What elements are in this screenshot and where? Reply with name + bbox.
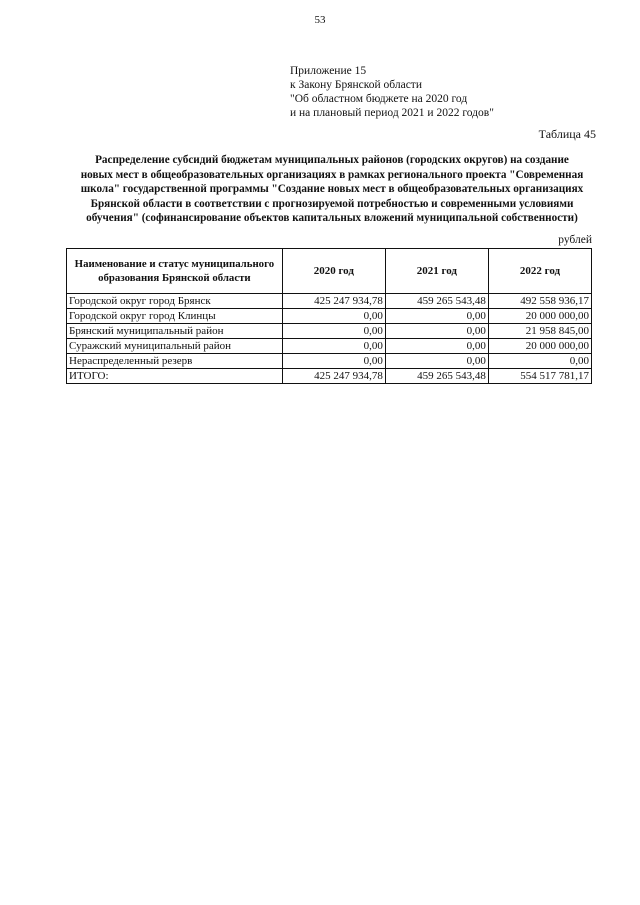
- cell-2020: 0,00: [282, 324, 385, 339]
- header-row: [67, 249, 592, 294]
- subsidies-table: [66, 248, 592, 384]
- cell-2021: 0,00: [385, 339, 488, 354]
- cell-name: Нераспределенный резерв: [67, 354, 283, 369]
- header-2020: 2020 год: [282, 249, 385, 294]
- table-number: Таблица 45: [538, 127, 596, 141]
- header-2022: 2022 год: [488, 249, 591, 294]
- cell-2021: 459 265 543,48: [385, 369, 488, 384]
- appendix-line: Приложение 15: [290, 65, 367, 77]
- cell-2020: 0,00: [282, 354, 385, 369]
- table-row: [67, 324, 592, 339]
- cell-2022: 21 958 845,00: [488, 324, 591, 339]
- cell-2020: 0,00: [282, 309, 385, 324]
- appendix-line: "Об областном бюджете на 2020 год: [290, 93, 468, 105]
- appendix-line: к Закону Брянской области: [290, 79, 422, 91]
- table-row: [67, 294, 592, 309]
- units-label: рублей: [558, 234, 592, 246]
- cell-2022: 554 517 781,17: [488, 369, 591, 384]
- table-row: [67, 339, 592, 354]
- table-header: [67, 249, 592, 294]
- heading-line: Брянской области в соответствии с прогнозируемой потребностью и современными условиями: [90, 197, 574, 210]
- cell-2020: 0,00: [282, 339, 385, 354]
- cell-2022: 0,00: [488, 354, 591, 369]
- heading-line: обучения" (софинансирование объектов капитальных вложений муниципальной собственности): [86, 212, 578, 224]
- table-row: [67, 354, 592, 369]
- cell-2021: 0,00: [385, 309, 488, 324]
- cell-name: ИТОГО:: [67, 369, 283, 384]
- cell-name: Городской округ город Брянск: [67, 294, 283, 309]
- appendix-reference: [290, 64, 494, 120]
- cell-2020: 425 247 934,78: [282, 294, 385, 309]
- cell-name: Суражский муниципальный район: [67, 339, 283, 354]
- appendix-line: и на плановый период 2021 и 2022 годов": [290, 107, 494, 119]
- heading-line: новых мест в общеобразовательных организациях в рамках регионального проекта "Современная: [80, 168, 584, 181]
- table-total-row: [67, 369, 592, 384]
- heading-line: Распределение субсидий бюджетам муниципальных районов (городских округов) на создание: [95, 154, 569, 166]
- cell-2022: 20 000 000,00: [488, 339, 591, 354]
- cell-2021: 0,00: [385, 324, 488, 339]
- cell-name: Городской округ город Клинцы: [67, 309, 283, 324]
- cell-2022: 20 000 000,00: [488, 309, 591, 324]
- cell-2022: 492 558 936,17: [488, 294, 591, 309]
- heading-line: школа" государственной программы "Создание новых мест в общеобразовательных организациях: [80, 183, 584, 195]
- document-heading: [66, 153, 598, 226]
- header-2021: 2021 год: [385, 249, 488, 294]
- header-name: Наименование и статус муниципального образования Брянской области: [67, 249, 283, 294]
- table-body: [67, 294, 592, 384]
- cell-2021: 459 265 543,48: [385, 294, 488, 309]
- table-row: [67, 309, 592, 324]
- page-number: 53: [314, 14, 326, 26]
- cell-2021: 0,00: [385, 354, 488, 369]
- cell-name: Брянский муниципальный район: [67, 324, 283, 339]
- cell-2020: 425 247 934,78: [282, 369, 385, 384]
